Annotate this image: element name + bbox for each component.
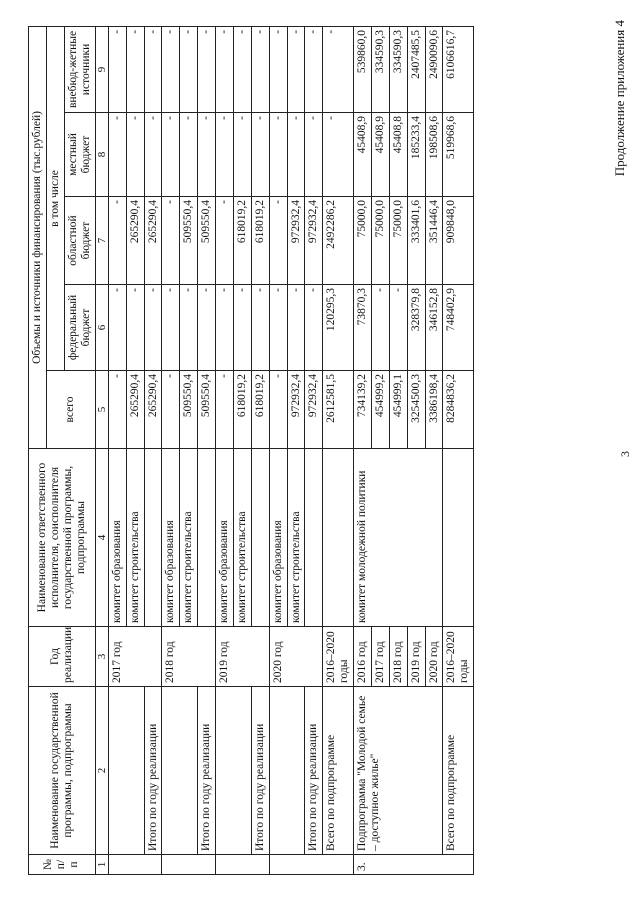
regional-cell: 75000,0 bbox=[354, 197, 372, 285]
total-cell: - bbox=[108, 371, 126, 449]
total-cell: 509550,4 bbox=[180, 371, 198, 449]
header-including: в том числе bbox=[46, 26, 64, 370]
executor-cell: комитет молодежной политики bbox=[354, 449, 443, 627]
local-cell: - bbox=[287, 113, 305, 197]
federal-cell: 120295,3 bbox=[323, 285, 354, 371]
executor-cell: комитет образования bbox=[216, 449, 234, 627]
col-number: 8 bbox=[95, 113, 108, 197]
total-cell: 454999,2 bbox=[371, 371, 389, 449]
executor-cell bbox=[251, 449, 269, 627]
extra-cell: - bbox=[162, 26, 180, 112]
extra-cell: - bbox=[180, 26, 198, 112]
local-cell: 45408,9 bbox=[354, 113, 372, 197]
regional-cell: 265290,4 bbox=[126, 197, 144, 285]
federal-cell: 346152,8 bbox=[425, 285, 443, 371]
extra-cell: 6106616,7 bbox=[443, 26, 474, 112]
total-label: Всего по подпрограмме bbox=[443, 687, 474, 855]
regional-cell: 972932,4 bbox=[287, 197, 305, 285]
executor-cell bbox=[144, 449, 162, 627]
year-cell: 2017 год bbox=[108, 627, 162, 687]
program-name bbox=[162, 687, 198, 855]
table-row bbox=[251, 26, 269, 874]
extra-cell: 2490090,6 bbox=[425, 26, 443, 112]
total-cell: 3254500,3 bbox=[407, 371, 425, 449]
federal-cell: - bbox=[287, 285, 305, 371]
local-cell: - bbox=[251, 113, 269, 197]
page-number: 3 bbox=[618, 451, 632, 457]
local-cell: - bbox=[108, 113, 126, 197]
row-number bbox=[216, 855, 270, 875]
regional-cell: - bbox=[108, 197, 126, 285]
regional-cell: 333401,6 bbox=[407, 197, 425, 285]
program-name bbox=[108, 687, 144, 855]
year-cell: 2018 год bbox=[162, 627, 216, 687]
local-cell: - bbox=[323, 113, 354, 197]
header-federal: федеральный бюджет bbox=[64, 285, 95, 371]
federal-cell: 73870,3 bbox=[354, 285, 372, 371]
header-executor: Наименование ответственного исполнителя, соисполнителя государственной программы, подпрограммы bbox=[29, 449, 96, 627]
year-cell: 2016 год bbox=[354, 627, 372, 687]
total-cell: 972932,4 bbox=[305, 371, 323, 449]
col-number: 2 bbox=[95, 687, 108, 855]
executor-cell bbox=[305, 449, 323, 627]
local-cell: - bbox=[180, 113, 198, 197]
header-total: всего bbox=[46, 371, 95, 449]
table-row bbox=[198, 26, 216, 874]
total-cell: - bbox=[269, 371, 287, 449]
subtotal-label: Итого по году реализации bbox=[305, 687, 323, 855]
col-number: 7 bbox=[95, 197, 108, 285]
table-row bbox=[305, 26, 323, 874]
extra-cell: 334590,3 bbox=[389, 26, 407, 112]
col-number: 6 bbox=[95, 285, 108, 371]
total-cell: 454999,1 bbox=[389, 371, 407, 449]
table-row bbox=[269, 26, 287, 874]
extra-cell: - bbox=[251, 26, 269, 112]
extra-cell: - bbox=[233, 26, 251, 112]
local-cell: - bbox=[198, 113, 216, 197]
local-cell: - bbox=[216, 113, 234, 197]
regional-cell: 618019,2 bbox=[233, 197, 251, 285]
subtotal-label: Итого по году реализации bbox=[198, 687, 216, 855]
executor-cell bbox=[198, 449, 216, 627]
local-cell: - bbox=[162, 113, 180, 197]
federal-cell: - bbox=[251, 285, 269, 371]
row-number bbox=[162, 855, 216, 875]
federal-cell: - bbox=[216, 285, 234, 371]
col-number: 5 bbox=[95, 371, 108, 449]
extra-cell: - bbox=[269, 26, 287, 112]
program-name bbox=[216, 687, 252, 855]
regional-cell: 351446,4 bbox=[425, 197, 443, 285]
total-cell: 265290,4 bbox=[144, 371, 162, 449]
federal-cell: - bbox=[162, 285, 180, 371]
federal-cell: - bbox=[371, 285, 389, 371]
total-cell: 8284836,2 bbox=[443, 371, 474, 449]
extra-cell: - bbox=[305, 26, 323, 112]
regional-cell: - bbox=[216, 197, 234, 285]
federal-cell: - bbox=[198, 285, 216, 371]
total-cell: 265290,4 bbox=[126, 371, 144, 449]
total-cell: 2612581,5 bbox=[323, 371, 354, 449]
local-cell: - bbox=[233, 113, 251, 197]
year-cell: 2020 год bbox=[425, 627, 443, 687]
table-row bbox=[108, 26, 126, 874]
executor-cell: комитет образования bbox=[269, 449, 287, 627]
executor-cell: комитет строительства bbox=[180, 449, 198, 627]
table-row bbox=[323, 26, 354, 874]
executor-cell: комитет строительства bbox=[126, 449, 144, 627]
header-program: Наименование государственной программы, подпрограммы bbox=[29, 687, 96, 855]
row-number bbox=[108, 855, 162, 875]
federal-cell: - bbox=[233, 285, 251, 371]
regional-cell: 509550,4 bbox=[180, 197, 198, 285]
federal-cell: - bbox=[108, 285, 126, 371]
total-cell: 618019,2 bbox=[251, 371, 269, 449]
federal-cell: - bbox=[180, 285, 198, 371]
extra-cell: - bbox=[216, 26, 234, 112]
regional-cell: 2492286,2 bbox=[323, 197, 354, 285]
table-row bbox=[443, 26, 474, 874]
local-cell: - bbox=[269, 113, 287, 197]
local-cell: 198508,6 bbox=[425, 113, 443, 197]
local-cell: 185233,4 bbox=[407, 113, 425, 197]
year-cell: 2019 год bbox=[407, 627, 425, 687]
header-local: местный бюджет bbox=[64, 113, 95, 197]
local-cell: 519968,6 bbox=[443, 113, 474, 197]
year-cell: 2016–2020 годы bbox=[443, 627, 474, 687]
executor-cell: комитет образования bbox=[162, 449, 180, 627]
extra-cell: 2407485,5 bbox=[407, 26, 425, 112]
year-cell: 2017 год bbox=[371, 627, 389, 687]
header-year: Год реализации bbox=[29, 627, 96, 687]
subtotal-label: Итого по году реализации bbox=[144, 687, 162, 855]
appendix-title: Продолжение приложения 4 bbox=[612, 20, 627, 177]
regional-cell: 75000,0 bbox=[371, 197, 389, 285]
total-cell: - bbox=[162, 371, 180, 449]
table-row bbox=[216, 26, 234, 874]
federal-cell: - bbox=[305, 285, 323, 371]
total-cell: 509550,4 bbox=[198, 371, 216, 449]
executor-cell: комитет образования bbox=[108, 449, 126, 627]
year-cell: 2020 год bbox=[269, 627, 323, 687]
extra-cell: - bbox=[126, 26, 144, 112]
executor-cell bbox=[323, 449, 354, 627]
extra-cell: - bbox=[323, 26, 354, 112]
total-cell: 618019,2 bbox=[233, 371, 251, 449]
total-cell: - bbox=[216, 371, 234, 449]
federal-cell: 328379,8 bbox=[407, 285, 425, 371]
row-number: 3. bbox=[354, 855, 474, 875]
col-number: 9 bbox=[95, 26, 108, 112]
federal-cell: - bbox=[144, 285, 162, 371]
program-name bbox=[269, 687, 305, 855]
header-regional: областной бюджет bbox=[64, 197, 95, 285]
row-number bbox=[269, 855, 353, 875]
year-cell: 2018 год bbox=[389, 627, 407, 687]
executor-cell bbox=[443, 449, 474, 627]
year-cell: 2016–2020 годы bbox=[323, 627, 354, 687]
local-cell: - bbox=[144, 113, 162, 197]
header-funding: Объемы и источники финансирования (тыс.рублей) bbox=[29, 26, 47, 448]
header-extra: внебюд-жетные источники bbox=[64, 26, 95, 112]
local-cell: - bbox=[305, 113, 323, 197]
col-number: 1 bbox=[95, 855, 108, 875]
program-name: Подпрограмма "Молодой семье – доступное жилье" bbox=[354, 687, 443, 855]
regional-cell: 972932,4 bbox=[305, 197, 323, 285]
regional-cell: - bbox=[162, 197, 180, 285]
extra-cell: 539860,0 bbox=[354, 26, 372, 112]
funding-table bbox=[28, 26, 474, 875]
executor-cell: комитет строительства bbox=[287, 449, 305, 627]
regional-cell: - bbox=[269, 197, 287, 285]
regional-cell: 265290,4 bbox=[144, 197, 162, 285]
col-number: 4 bbox=[95, 449, 108, 627]
total-cell: 3386198,4 bbox=[425, 371, 443, 449]
extra-cell: - bbox=[287, 26, 305, 112]
col-number: 3 bbox=[95, 627, 108, 687]
local-cell: 45408,9 bbox=[371, 113, 389, 197]
federal-cell: 748402,9 bbox=[443, 285, 474, 371]
federal-cell: - bbox=[126, 285, 144, 371]
extra-cell: 334590,3 bbox=[371, 26, 389, 112]
total-cell: 972932,4 bbox=[287, 371, 305, 449]
regional-cell: 618019,2 bbox=[251, 197, 269, 285]
table-row bbox=[162, 26, 180, 874]
regional-cell: 75000,0 bbox=[389, 197, 407, 285]
federal-cell: - bbox=[389, 285, 407, 371]
subtotal-label: Итого по году реализации bbox=[251, 687, 269, 855]
year-cell: 2019 год bbox=[216, 627, 270, 687]
table-row bbox=[144, 26, 162, 874]
extra-cell: - bbox=[198, 26, 216, 112]
extra-cell: - bbox=[108, 26, 126, 112]
regional-cell: 909848,0 bbox=[443, 197, 474, 285]
table-row bbox=[354, 26, 372, 874]
federal-cell: - bbox=[269, 285, 287, 371]
header-num: № п/п bbox=[29, 855, 96, 875]
total-label: Всего по подпрограмме bbox=[323, 687, 354, 855]
local-cell: 45408,8 bbox=[389, 113, 407, 197]
regional-cell: 509550,4 bbox=[198, 197, 216, 285]
total-cell: 734139,2 bbox=[354, 371, 372, 449]
executor-cell: комитет строительства bbox=[233, 449, 251, 627]
extra-cell: - bbox=[144, 26, 162, 112]
local-cell: - bbox=[126, 113, 144, 197]
